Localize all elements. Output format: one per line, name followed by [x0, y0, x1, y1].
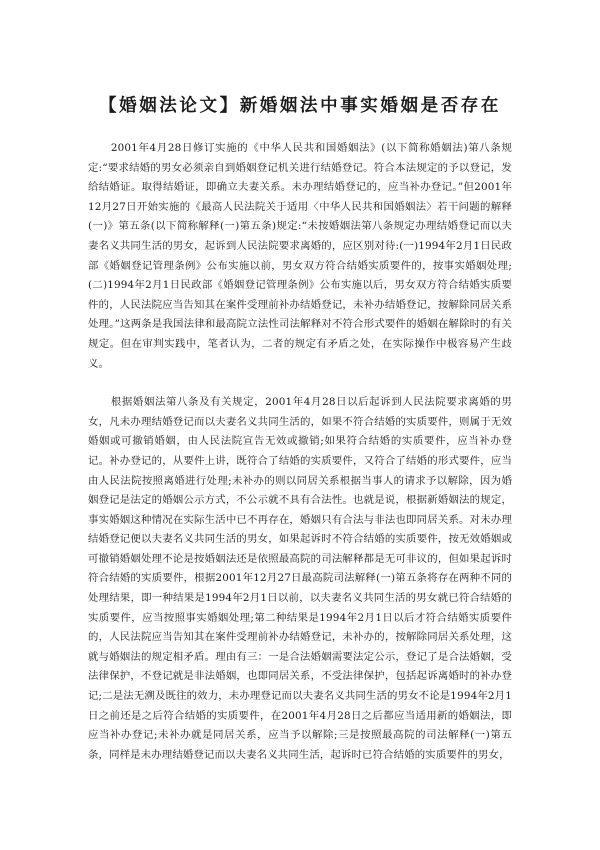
document-title: 【婚姻法论文】新婚姻法中事实婚姻是否存在 [99, 96, 501, 116]
paragraph-2: 根据婚姻法第八条及有关规定，2001年4月28日以后起诉到人民法院要求离婚的男女，凡未办理结婚登记而以夫妻名义共同生活的，如果不符合结婚的实质要件，则属于无效婚姻或可撤销婚姻，由人民法院宣告无效或撤销;如果符合结婚的实质要件，应当补办登记。补办登记的，从要件上讲，既符合了结婚的实质要件，又符合了结婚的形式要件，应当由人民法院按照离婚进行处理;未补办的则以同居关系根据当事人的请求予以解除，因为婚姻登记是法定的婚姻公示方式，不公示就不具有合法性。也就是说，根据新婚姻法的规定，事实婚姻这种情况在实际生活中已不再存在，婚姻只有合法与非法也即同居关系。对未办理结婚登记便以夫妻名义共同生活的男女，如果起诉时不符合结婚的实质要件，按无效婚姻或可撤销婚姻处理不论是按婚姻法还是依照最高院的司法解释都是无可非议的，但如果起诉时符合结婚的实质要件，根据2001年12月27日最高院司法解释(一)第五条将存在两种不同的处理结果，即一种结果是1994年2月1日以前，以夫妻名义共同生活的男女就已符合结婚的实质要件，应当按照事实婚姻处理;第二种结果是1994年2月1日以后才符合结婚实质要件的，人民法院应当告知其在案件受理前补办结婚登记，未补办的，按解除同居关系处理，这就与婚姻法的规定相矛盾。理由有三：一是合法婚姻需要法定公示，登记了是合法婚姻，受法律保护，不登记就是非法婚姻，也即同居关系，不受法律保护，包括起诉离婚时的补办登记;二是法无溯及既往的效力，未办理登记而以夫妻名义共同生活的男女不论是1994年2月1日之前还是之后符合结婚的实质要件，在2001年4月28日之后都应当适用新的婚姻法，即应当补办登记;未补办就是同居关系，应当予以解除;三是按照最高院的司法解释(一)第五条，同样是未办理结婚登记而以夫妻名义共同生活，起诉时已符合结婚的实质要件的男女， [88, 396, 512, 761]
paragraph-1: 2001年4月28日修订实施的《中华人民共和国婚姻法》(以下简称婚姻法)第八条规定:“要求结婚的男女必须亲自到婚姻登记机关进行结婚登记。符合本法规定的予以登记，发给结婚证。取得结婚证，即确立夫妻关系。未办理结婚登记的，应当补办登记。”但2001年12月27日开始实施的《最高人民法院关于适用〈中华人民共和国婚姻法〉若干问题的解释(一)》第五条(以下简称解释(一)第五条)规定:“未按婚姻法第八条规定办理结婚登记而以夫妻名义共同生活的男女，起诉到人民法院要求离婚的，应区别对待:(一)1994年2月1日民政部《婚姻登记管理条例》公布实施以前，男女双方符合结婚实质要件的，按事实婚姻处理;(二)1994年2月1日民政部《婚姻登记管理条例》公布实施以后，男女双方符合结婚实质要件的，人民法院应当告知其在案件受理前补办结婚登记，未补办结婚登记，按解除同居关系处理。”这两条是我国法律和最高院立法性司法解释对不符合形式要件的婚姻在解除时的有关规定。但在审判实践中，笔者认为，二者的规定有矛盾之处，在实际操作中极容易产生歧义。 [88, 142, 512, 370]
